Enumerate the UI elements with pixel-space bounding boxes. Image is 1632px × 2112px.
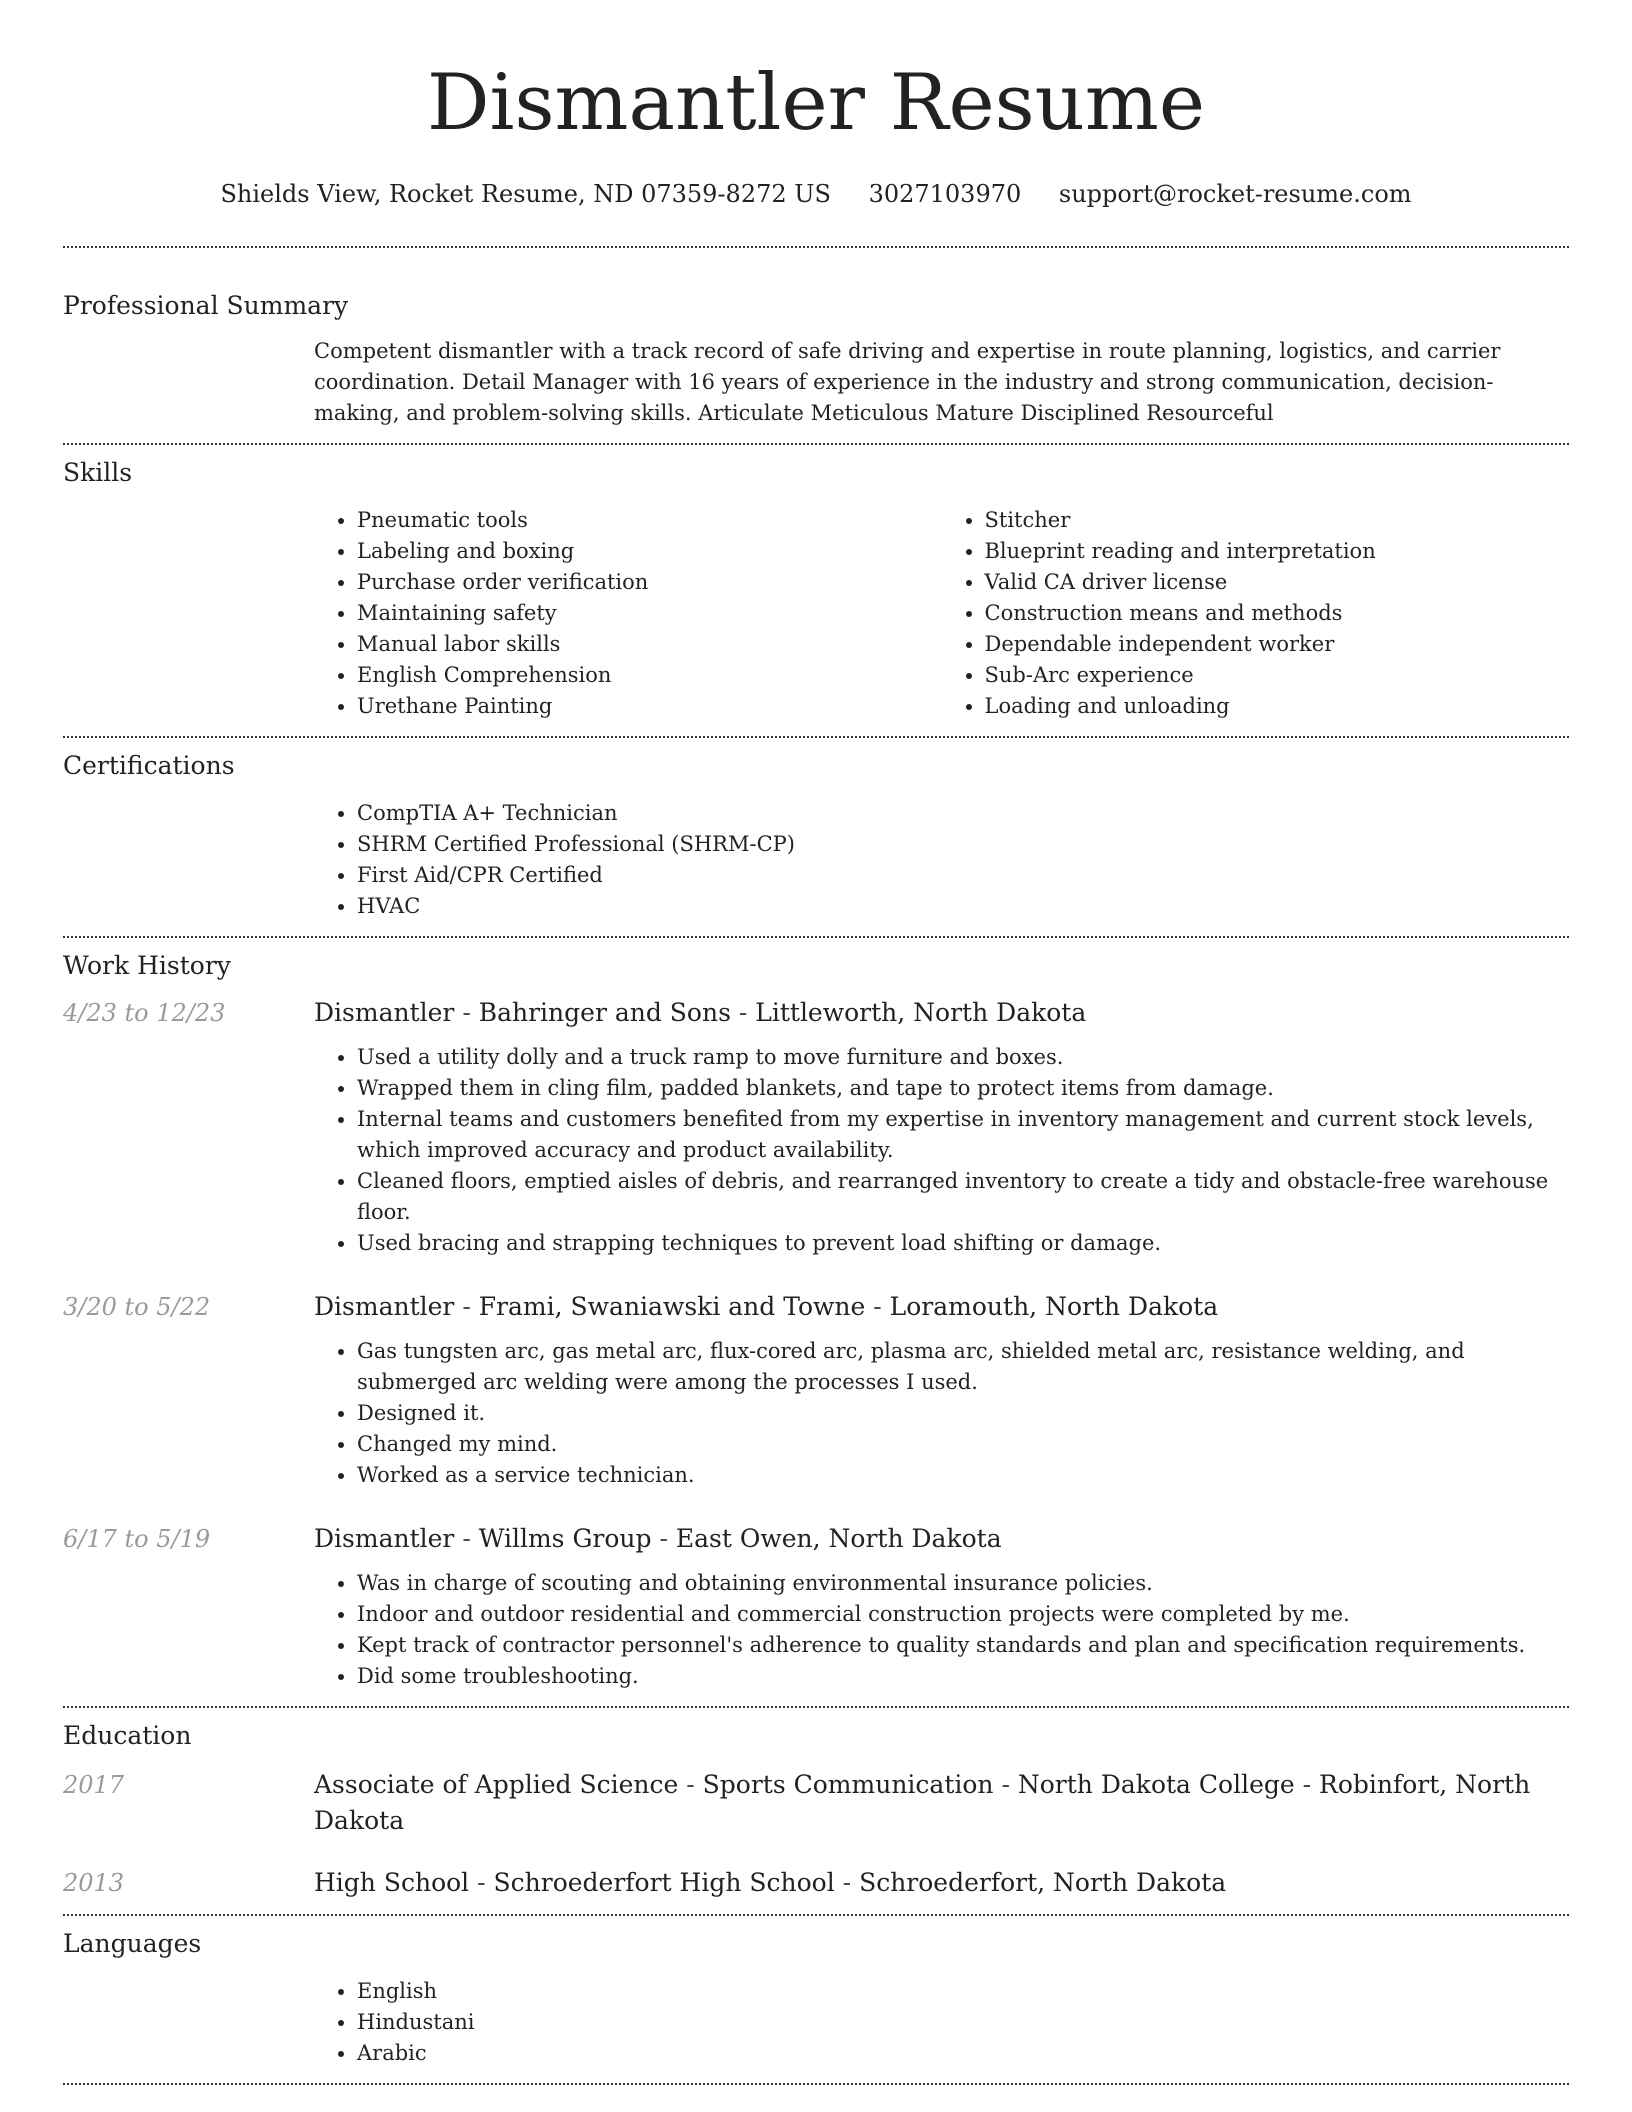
- education-entry: [63, 1852, 1569, 1914]
- job-entry: [63, 1510, 1569, 1706]
- skill-item: • Stitcher: [985, 505, 1570, 536]
- job-heading: [314, 1510, 1569, 1557]
- separator: -: [1294, 1770, 1320, 1799]
- separator: -: [834, 1868, 860, 1897]
- education-field: Sports Communication: [702, 1770, 994, 1799]
- skill-item: • Purchase order verification: [357, 567, 942, 598]
- education-section: [63, 1708, 1569, 1914]
- skills-heading: Skills: [63, 458, 133, 487]
- education-year: 2013: [63, 1869, 125, 1897]
- skills-list-left: [314, 505, 942, 722]
- separator: -: [993, 1770, 1018, 1799]
- job-bullet: • Cleaned floors, emptied aisles of debris, and rearranged inventory to create a tidy and obstacle-free warehouse floor.: [357, 1166, 1569, 1228]
- job-bullet: • Changed my mind.: [357, 1429, 1569, 1460]
- languages-heading: Languages: [63, 1929, 202, 1958]
- job-bullet: • Did some troubleshooting.: [357, 1661, 1569, 1692]
- education-degree: Associate of Applied Science: [314, 1770, 679, 1799]
- job-location: Littleworth, North Dakota: [755, 998, 1087, 1027]
- job-bullet: • Gas tungsten arc, gas metal arc, flux-cored arc, plasma arc, shielded metal arc, resistance welding, and submerged arc welding were among the processes I used.: [357, 1336, 1569, 1398]
- job-heading: [314, 984, 1569, 1031]
- certifications-heading: Certifications: [63, 751, 235, 780]
- resume-title: Dismantler Resume: [426, 58, 1206, 148]
- job-entry: [63, 1278, 1569, 1510]
- job-bullet: • Designed it.: [357, 1398, 1569, 1429]
- job-bullet: • Was in charge of scouting and obtaining environmental insurance policies.: [357, 1568, 1569, 1599]
- skill-item: • English Comprehension: [357, 660, 942, 691]
- job-bullet: • Worked as a service technician.: [357, 1460, 1569, 1491]
- job-bullets: [314, 1336, 1569, 1491]
- work-history-heading: Work History: [63, 951, 231, 980]
- job-bullets: [314, 1568, 1569, 1692]
- education-school: Schroederfort High School: [493, 1868, 835, 1897]
- contact-phone: 3027103970: [868, 180, 1022, 208]
- job-dates: 6/17 to 5/19: [63, 1525, 211, 1553]
- separator: -: [469, 1868, 494, 1897]
- skill-item: • Manual labor skills: [357, 629, 942, 660]
- skill-item: • Dependable independent worker: [985, 629, 1570, 660]
- skills-section: [63, 445, 1569, 736]
- education-degree: High School: [314, 1868, 470, 1897]
- job-location: Loramouth, North Dakota: [889, 1292, 1219, 1321]
- separator: -: [730, 998, 756, 1027]
- language-item: • Arabic: [357, 2038, 1569, 2069]
- separator: -: [454, 1524, 479, 1553]
- skill-item: • Urethane Painting: [357, 691, 942, 722]
- education-heading: Education: [63, 1721, 192, 1750]
- job-bullet: • Used a utility dolly and a truck ramp to move furniture and boxes.: [357, 1042, 1569, 1073]
- job-bullet: • Indoor and outdoor residential and commercial construction projects were completed by me.: [357, 1599, 1569, 1630]
- job-company: Willms Group: [478, 1524, 652, 1553]
- skill-item: • Pneumatic tools: [357, 505, 942, 536]
- skill-item: • Valid CA driver license: [985, 567, 1570, 598]
- separator: -: [454, 1292, 479, 1321]
- job-location: East Owen, North Dakota: [675, 1524, 1002, 1553]
- summary-heading: Professional Summary: [63, 291, 349, 320]
- job-heading: [314, 1278, 1569, 1325]
- skill-item: • Maintaining safety: [357, 598, 942, 629]
- job-bullet: • Internal teams and customers benefited from my expertise in inventory management and current stock levels, which improved accuracy and product availability.: [357, 1104, 1569, 1166]
- job-dates: 3/20 to 5/22: [63, 1293, 211, 1321]
- contact-line: [63, 175, 1569, 213]
- skill-item: • Labeling and boxing: [357, 536, 942, 567]
- job-role: Dismantler: [314, 998, 455, 1027]
- section-divider: [63, 2083, 1569, 2085]
- skill-item: • Construction means and methods: [985, 598, 1570, 629]
- job-company: Bahringer and Sons: [478, 998, 731, 1027]
- certifications-section: [63, 738, 1569, 922]
- job-company: Frami, Swaniawski and Towne: [478, 1292, 866, 1321]
- skill-item: • Sub-Arc experience: [985, 660, 1570, 691]
- summary-section: [63, 248, 1569, 429]
- education-entry: [63, 1754, 1569, 1852]
- job-entry: [63, 984, 1569, 1278]
- job-bullet: • Wrapped them in cling film, padded blankets, and tape to protect items from damage.: [357, 1073, 1569, 1104]
- education-year: 2017: [63, 1771, 125, 1799]
- contact-address: Shields View, Rocket Resume, ND 07359-8272 US: [220, 180, 831, 208]
- education-location: Robinfort, North Dakota: [314, 1770, 1531, 1835]
- separator: -: [865, 1292, 890, 1321]
- languages-section: [63, 1916, 1569, 2069]
- job-dates: 4/23 to 12/23: [63, 999, 226, 1027]
- certification-item: • SHRM Certified Professional (SHRM-CP): [357, 829, 1569, 860]
- languages-list: [314, 1976, 1569, 2069]
- education-school: North Dakota College: [1017, 1770, 1295, 1799]
- certification-item: • CompTIA A+ Technician: [357, 798, 1569, 829]
- job-role: Dismantler: [314, 1292, 455, 1321]
- contact-email: support@rocket-resume.com: [1058, 180, 1412, 208]
- job-bullets: [314, 1042, 1569, 1259]
- separator: -: [651, 1524, 676, 1553]
- skills-list-right: [942, 505, 1570, 722]
- education-heading-line: [314, 1852, 1569, 1914]
- skill-item: • Blueprint reading and interpretation: [985, 536, 1570, 567]
- separator: -: [454, 998, 479, 1027]
- work-history-section: [63, 938, 1569, 1706]
- education-heading-line: [314, 1754, 1569, 1852]
- job-bullet: • Used bracing and strapping techniques to prevent load shifting or damage.: [357, 1228, 1569, 1259]
- separator: -: [678, 1770, 703, 1799]
- skill-item: • Loading and unloading: [985, 691, 1570, 722]
- job-role: Dismantler: [314, 1524, 455, 1553]
- certifications-list: [314, 798, 1569, 922]
- education-location: Schroederfort, North Dakota: [859, 1868, 1227, 1897]
- language-item: • English: [357, 1976, 1569, 2007]
- certification-item: • First Aid/CPR Certified: [357, 860, 1569, 891]
- job-bullet: • Kept track of contractor personnel's adherence to quality standards and plan and specification requirements.: [357, 1630, 1569, 1661]
- language-item: • Hindustani: [357, 2007, 1569, 2038]
- certification-item: • HVAC: [357, 891, 1569, 922]
- summary-text: Competent dismantler with a track record of safe driving and expertise in route planning, logistics, and carrier coordination. Detail Manager with 16 years of experience in the industry and strong communication, decision-making, and problem-solving skills. Articulate Meticulous Mature Disciplined Resourceful: [314, 339, 1501, 425]
